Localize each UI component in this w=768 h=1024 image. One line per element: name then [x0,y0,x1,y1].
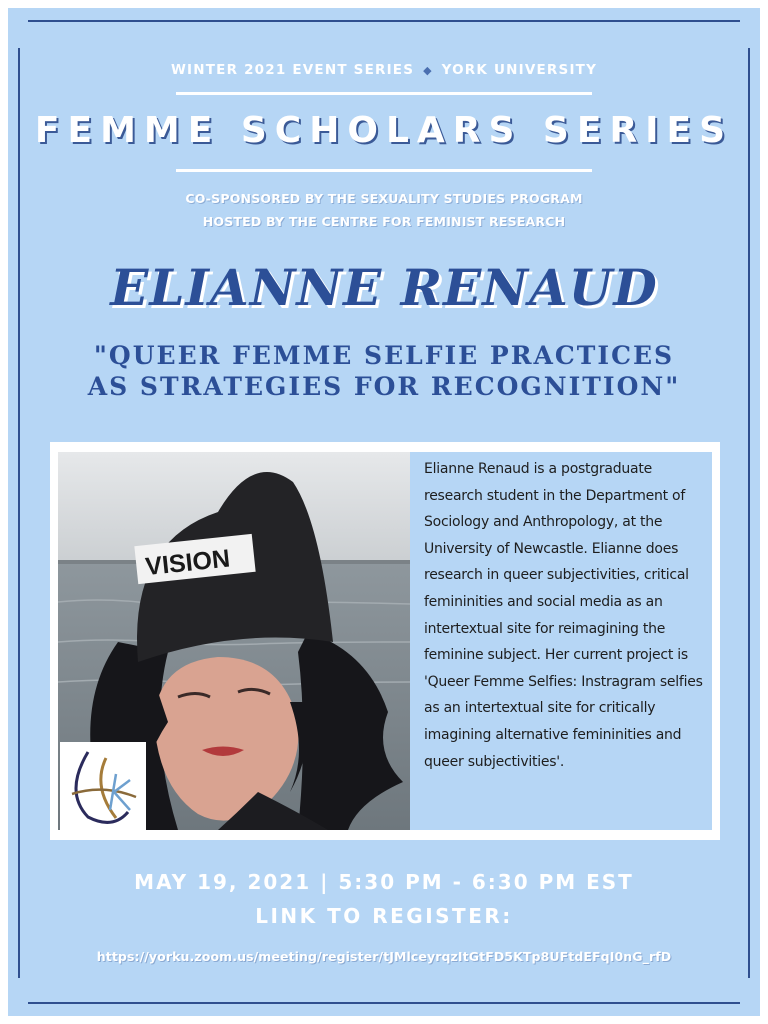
university-label: YORK UNIVERSITY [441,62,598,78]
register-label: LINK TO REGISTER: [255,904,513,928]
sponsor-line: CO-SPONSORED BY THE SEXUALITY STUDIES PROGRAM [185,191,583,206]
host-line: HOSTED BY THE CENTRE FOR FEMINIST RESEARCH [202,214,566,229]
event-series-label: WINTER 2021 EVENT SERIES [170,62,415,78]
speaker-name: ELIANNE RENAUD [110,258,658,317]
talk-title-line-2: AS STRATEGIES FOR RECOGNITION" [87,372,681,401]
event-poster [8,8,760,1016]
title-divider-bottom [176,169,592,172]
diamond-icon: ◆ [423,64,433,77]
event-date-time: MAY 19, 2021 | 5:30 PM - 6:30 PM EST [134,870,634,894]
bio-text: Elianne Renaud is a postgraduate research student in the Department of Sociology and Anthropology, at the University of Newcastle. Elianne does research in queer subjectivities, critical femininities and social media as an intertextual site for reimagining the feminine subject. Her current project is 'Queer Femme Selfies: Instragram selfies as an intertextual site for critically imagining alternative femininities and queer subjectivities'. [424,461,703,770]
event-series-line [8,62,760,78]
left-border-line [18,48,20,978]
talk-title-line-1: "QUEER FEMME SELFIE PRACTICES [93,341,675,370]
bottom-border-line [28,1002,740,1004]
speaker-photo-image [58,452,410,830]
top-border-line [28,20,740,22]
speaker-panel [50,442,720,840]
speaker-bio [410,452,712,830]
register-link[interactable]: https://yorku.zoom.us/meeting/register/tJMlceyrqzItGtFD5KTp8UFtdEFqI0nG_rfD [96,949,672,964]
speaker-photo [58,452,410,830]
right-border-line [748,48,750,978]
title-divider-top [176,92,592,95]
hat-label: VISION [144,544,232,582]
series-title: FEMME SCHOLARS SERIES [34,110,734,151]
